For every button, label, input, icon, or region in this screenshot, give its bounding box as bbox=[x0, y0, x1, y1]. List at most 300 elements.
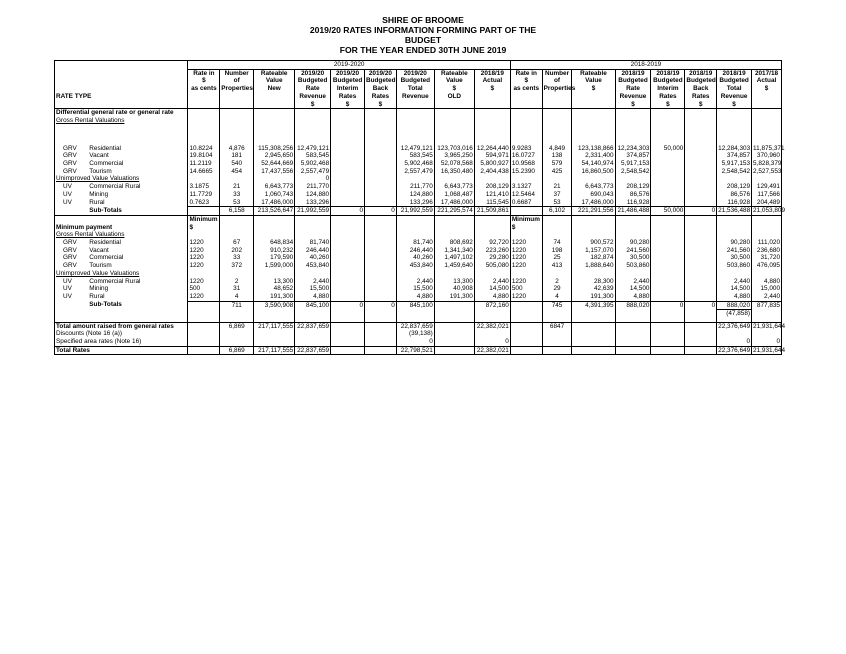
total-cell: 0 bbox=[752, 338, 782, 346]
header-blank bbox=[55, 101, 188, 109]
blank-cell bbox=[396, 310, 434, 318]
subtotal-cell: 21,992,559 bbox=[396, 207, 434, 216]
value-cell: 19.8104 bbox=[188, 152, 220, 160]
total-cell bbox=[188, 330, 220, 338]
value-cell: 1,497,102 bbox=[434, 254, 474, 262]
subtotal-cell: 213,526,647 bbox=[254, 207, 295, 216]
value-cell: 3.1327 bbox=[510, 183, 542, 191]
blank-cell bbox=[542, 270, 572, 278]
column-header: Number bbox=[220, 69, 254, 77]
rate-label: Residential bbox=[89, 239, 121, 247]
value-cell bbox=[651, 293, 685, 301]
value-cell bbox=[365, 183, 397, 191]
value-cell: 1220 bbox=[188, 254, 220, 262]
total-cell bbox=[331, 322, 365, 330]
value-cell: 476,095 bbox=[752, 262, 782, 270]
column-header: Rateable bbox=[254, 69, 295, 77]
total-general-row bbox=[55, 322, 782, 330]
total-cell bbox=[685, 346, 717, 355]
rate-code: UV bbox=[55, 293, 86, 301]
blank-cell bbox=[254, 310, 295, 318]
column-header: $ bbox=[572, 85, 615, 93]
rate-label: Tourism bbox=[89, 167, 112, 175]
total-cell: 0 bbox=[396, 338, 434, 346]
blank-cell bbox=[651, 109, 685, 117]
column-header: Total bbox=[396, 85, 434, 93]
value-cell bbox=[331, 191, 365, 199]
column-header: of bbox=[220, 77, 254, 85]
value-cell: 31,720 bbox=[752, 254, 782, 262]
value-cell bbox=[365, 145, 397, 153]
column-header: Budgeted bbox=[686, 77, 716, 85]
blank-cell bbox=[295, 231, 331, 239]
value-cell: 4,880 bbox=[295, 293, 331, 301]
value-cell: 2 bbox=[542, 278, 572, 286]
value-cell: 13,300 bbox=[434, 278, 474, 286]
blank-cell bbox=[510, 109, 542, 117]
value-cell: 54,140,974 bbox=[572, 160, 615, 168]
total-cell bbox=[295, 330, 331, 338]
value-cell: 1,459,640 bbox=[434, 262, 474, 270]
value-cell: 1220 bbox=[188, 247, 220, 255]
value-cell: 16,860,500 bbox=[572, 168, 615, 176]
column-header: Interim bbox=[331, 85, 365, 93]
blank-cell bbox=[572, 175, 615, 183]
subtotal-cell bbox=[188, 301, 220, 310]
value-cell: 2,557,479 bbox=[396, 168, 434, 176]
value-cell: 115,308,256 bbox=[254, 145, 295, 153]
blank-cell bbox=[510, 310, 542, 318]
total-cell bbox=[717, 330, 752, 338]
rate-code: GRV bbox=[55, 168, 86, 176]
rate-label: Commercial Rural bbox=[89, 183, 141, 191]
value-cell: 4,880 bbox=[717, 293, 752, 301]
minimum-heading-text: Minimum payment bbox=[55, 215, 188, 231]
column-header: Rates bbox=[651, 93, 685, 101]
total-cell bbox=[572, 346, 615, 355]
total-cell bbox=[651, 338, 685, 346]
value-cell: 12,264,440 bbox=[474, 145, 510, 153]
blank-cell bbox=[572, 125, 615, 145]
value-cell: 2,527,553 bbox=[753, 167, 782, 175]
value-cell: 116,928 bbox=[615, 199, 651, 207]
blank-cell bbox=[396, 125, 434, 145]
section-general-heading-text: Differential general rate or general rate bbox=[55, 109, 188, 117]
value-cell bbox=[365, 160, 397, 168]
column-header: $ bbox=[365, 101, 397, 109]
minimum-uv-row bbox=[55, 293, 782, 301]
blank-cell bbox=[254, 231, 295, 239]
column-header: 2018/19 bbox=[717, 69, 752, 77]
minimum-label-text: Minimum bbox=[189, 215, 218, 223]
blank-cell bbox=[188, 231, 220, 239]
blank-cell bbox=[254, 117, 295, 125]
value-cell: 15,500 bbox=[295, 285, 331, 293]
column-header: Rates bbox=[365, 93, 397, 101]
blank-cell bbox=[331, 125, 365, 145]
subtotal-cell: 845,100 bbox=[396, 301, 434, 310]
total-cell: 217,117,555 bbox=[254, 346, 295, 355]
subtotal-label: Sub-Totals bbox=[89, 301, 122, 309]
column-header: Back bbox=[365, 85, 397, 93]
total-cell bbox=[572, 338, 615, 346]
column-header bbox=[542, 101, 572, 109]
value-cell: 5,800,927 bbox=[474, 160, 510, 168]
uv-heading-text: Unimproved Value Valuations bbox=[55, 175, 188, 183]
rate-label: Tourism bbox=[89, 262, 112, 270]
blank-cell bbox=[188, 109, 220, 117]
column-header: 2019/20 bbox=[396, 69, 434, 77]
blank-cell bbox=[542, 231, 572, 239]
value-cell: 2,548,542 bbox=[717, 168, 752, 176]
total-cell: 22,376,649 bbox=[718, 322, 751, 330]
value-cell: 117,566 bbox=[752, 191, 782, 199]
value-cell: 5,917,153 bbox=[717, 160, 752, 168]
blank-cell bbox=[434, 215, 474, 231]
rate-label: Commercial bbox=[89, 254, 124, 262]
value-cell: 133,296 bbox=[396, 199, 434, 207]
value-cell: 0 bbox=[295, 175, 331, 183]
value-cell: 2,440 bbox=[752, 293, 782, 301]
minimum-uv-row bbox=[55, 278, 782, 286]
value-cell: 53 bbox=[542, 199, 572, 207]
blank-cell bbox=[474, 270, 510, 278]
value-cell: 191,300 bbox=[572, 293, 615, 301]
column-header: $ bbox=[615, 101, 651, 109]
value-cell: 10.9568 bbox=[510, 160, 542, 168]
column-header: Back bbox=[685, 85, 717, 93]
value-cell: 583,545 bbox=[295, 152, 331, 160]
total-cell bbox=[510, 346, 542, 355]
value-cell: 5,902,468 bbox=[295, 160, 331, 168]
value-cell: 208,129 bbox=[615, 183, 651, 191]
column-header bbox=[254, 101, 295, 109]
blank-cell bbox=[434, 125, 474, 145]
blank-cell bbox=[474, 109, 510, 117]
value-cell bbox=[331, 293, 365, 301]
column-header bbox=[752, 93, 782, 101]
value-cell: 202 bbox=[220, 247, 254, 255]
total-cell bbox=[510, 338, 542, 346]
value-cell: 6,643,773 bbox=[572, 183, 615, 191]
blank-cell bbox=[510, 175, 542, 183]
blank-cell bbox=[331, 231, 365, 239]
value-cell: 2,548,542 bbox=[615, 168, 651, 176]
general-grv-row bbox=[55, 160, 782, 168]
value-cell: 1220 bbox=[510, 247, 542, 255]
value-cell: 4,849 bbox=[542, 145, 572, 153]
blank-cell bbox=[542, 117, 572, 125]
column-header bbox=[474, 101, 510, 109]
blank-cell bbox=[542, 215, 572, 231]
value-cell: 211,770 bbox=[295, 183, 331, 191]
value-cell: 53 bbox=[220, 199, 254, 207]
column-header bbox=[572, 93, 615, 101]
total-cell bbox=[188, 346, 220, 355]
column-header bbox=[396, 101, 434, 109]
header-blank bbox=[55, 85, 188, 93]
blank-cell bbox=[572, 215, 615, 231]
value-cell: 4 bbox=[220, 293, 254, 301]
value-cell bbox=[685, 278, 717, 286]
blank-cell bbox=[572, 117, 615, 125]
blank-cell bbox=[254, 215, 295, 231]
value-cell: 1220 bbox=[510, 254, 542, 262]
value-cell bbox=[651, 191, 685, 199]
subtotal-cell: 0 bbox=[685, 207, 717, 216]
value-cell: 453,840 bbox=[396, 262, 434, 270]
total-cell bbox=[572, 330, 615, 338]
blank-cell bbox=[295, 270, 331, 278]
value-cell: 123,138,866 bbox=[572, 145, 615, 153]
blank-cell bbox=[752, 109, 782, 117]
value-cell: 900,572 bbox=[572, 239, 615, 247]
total-cell bbox=[474, 330, 510, 338]
value-cell bbox=[365, 152, 397, 160]
blank-cell bbox=[615, 109, 651, 117]
blank-cell bbox=[752, 270, 782, 278]
minimum-grv-row bbox=[55, 239, 782, 247]
value-cell: 6,643,773 bbox=[254, 183, 295, 191]
value-cell: 40,908 bbox=[434, 285, 474, 293]
value-cell bbox=[685, 191, 717, 199]
blank-cell bbox=[220, 270, 254, 278]
total-cell bbox=[685, 338, 717, 346]
total-cell bbox=[188, 322, 220, 330]
value-cell bbox=[685, 160, 717, 168]
total-label: Discounts (Note 16 (a)) bbox=[55, 330, 188, 338]
blank-cell bbox=[396, 231, 434, 239]
column-header: Revenue bbox=[295, 93, 331, 101]
value-cell: 4,880 bbox=[396, 293, 434, 301]
value-cell: 1220 bbox=[188, 278, 220, 286]
total-cell: 22,376,649 bbox=[718, 346, 751, 354]
column-header: Budgeted bbox=[366, 77, 396, 85]
blank-cell bbox=[434, 109, 474, 117]
blank-cell bbox=[331, 215, 365, 231]
value-cell: 246,440 bbox=[396, 247, 434, 255]
value-cell bbox=[685, 199, 717, 207]
value-cell: 11.7729 bbox=[188, 191, 220, 199]
value-cell bbox=[365, 247, 397, 255]
column-header: Budgeted bbox=[396, 77, 434, 85]
column-header: 2019/20 bbox=[331, 69, 365, 77]
blank-cell bbox=[295, 215, 331, 231]
total-cell bbox=[365, 330, 397, 338]
value-cell bbox=[331, 168, 365, 176]
minimum-dollar: $ bbox=[511, 223, 516, 231]
value-cell: 1220 bbox=[188, 239, 220, 247]
total-cell bbox=[365, 338, 397, 346]
subtotal-cell: 50,000 bbox=[651, 207, 685, 216]
subtotal-label: Sub-Totals bbox=[85, 207, 188, 216]
total-cell bbox=[542, 338, 572, 346]
total-cell: 21,931,644 bbox=[753, 322, 786, 330]
value-cell: 374,857 bbox=[717, 152, 752, 160]
blank-cell bbox=[295, 109, 331, 117]
total-cell bbox=[651, 330, 685, 338]
value-cell: 37 bbox=[542, 191, 572, 199]
section-general-heading bbox=[55, 109, 782, 117]
value-cell: 74 bbox=[542, 239, 572, 247]
value-cell: 116,928 bbox=[717, 199, 752, 207]
total-cell: 6,869 bbox=[220, 322, 254, 330]
section-minimum-gross-heading bbox=[55, 231, 782, 239]
blank-cell bbox=[220, 310, 254, 318]
value-cell: 133,296 bbox=[295, 199, 331, 207]
value-cell: 2,557,479 bbox=[295, 168, 331, 176]
blank-cell bbox=[717, 117, 752, 125]
value-cell: 211,770 bbox=[396, 183, 434, 191]
blank-cell bbox=[651, 310, 685, 318]
blank-cell bbox=[717, 231, 752, 239]
blank-cell bbox=[717, 175, 752, 183]
value-cell: 910,232 bbox=[254, 247, 295, 255]
minimum-dollar: $ bbox=[189, 223, 194, 231]
section-minimum-gross-heading-text: Gross Rental Valuations bbox=[55, 231, 188, 239]
value-cell: 191,300 bbox=[434, 293, 474, 301]
value-cell: 579 bbox=[542, 160, 572, 168]
blank-cell bbox=[55, 301, 86, 310]
value-cell: 81,740 bbox=[396, 239, 434, 247]
blank-cell bbox=[510, 117, 542, 125]
subtotal-cell: 0 bbox=[331, 207, 365, 216]
blank-cell bbox=[295, 310, 331, 318]
blank-cell bbox=[752, 310, 782, 318]
blank-cell bbox=[474, 175, 510, 183]
blank-cell bbox=[685, 215, 717, 231]
value-cell bbox=[331, 183, 365, 191]
total-cell bbox=[220, 338, 254, 346]
column-header-row bbox=[55, 77, 782, 85]
value-cell: 2,404,438 bbox=[474, 168, 510, 176]
subtotal-cell: 21,486,488 bbox=[615, 207, 651, 216]
value-cell: 425 bbox=[542, 168, 572, 176]
column-header: Actual bbox=[474, 77, 510, 85]
blank-cell bbox=[542, 175, 572, 183]
total-cell bbox=[651, 346, 685, 355]
total-cell bbox=[254, 338, 295, 346]
rate-code: GRV bbox=[55, 262, 86, 270]
value-cell: 115,545 bbox=[474, 199, 510, 207]
value-cell bbox=[685, 145, 717, 153]
blank-cell bbox=[396, 270, 434, 278]
blank-cell bbox=[220, 231, 254, 239]
value-cell: 2 bbox=[220, 278, 254, 286]
total-cell bbox=[434, 330, 474, 338]
blank-cell bbox=[434, 117, 474, 125]
value-cell: 4,880 bbox=[752, 278, 782, 286]
column-header: 2019/20 bbox=[365, 69, 397, 77]
total-cell: 22,837,659 bbox=[396, 322, 434, 330]
value-cell: 0.7623 bbox=[188, 199, 220, 207]
blank-cell bbox=[188, 117, 220, 125]
rate-code: UV bbox=[55, 278, 86, 286]
column-header: OLD bbox=[434, 93, 474, 101]
blank-cell bbox=[365, 125, 397, 145]
blank-cell bbox=[434, 175, 474, 183]
column-header bbox=[752, 101, 782, 109]
value-cell: 181 bbox=[220, 152, 254, 160]
value-cell bbox=[651, 262, 685, 270]
value-cell: 5,902,468 bbox=[396, 160, 434, 168]
rate-label: Commercial Rural bbox=[89, 277, 141, 285]
column-header: $ bbox=[295, 101, 331, 109]
value-cell: 14,500 bbox=[717, 285, 752, 293]
value-cell: 2,945,650 bbox=[254, 152, 295, 160]
blank-cell bbox=[331, 310, 365, 318]
value-cell bbox=[685, 152, 717, 160]
value-cell: 4,876 bbox=[220, 145, 254, 153]
rate-code: UV bbox=[55, 199, 86, 207]
total-cell: 22,382,021 bbox=[474, 322, 510, 330]
value-cell: 1,060,743 bbox=[254, 191, 295, 199]
value-cell: 2,331,400 bbox=[572, 152, 615, 160]
report-title-line2: 2019/20 RATES INFORMATION FORMING PART OF THE bbox=[309, 25, 537, 35]
rate-label: Rural bbox=[89, 292, 105, 300]
total-cell bbox=[365, 346, 397, 355]
rate-label: Vacant bbox=[89, 152, 109, 160]
blank-cell bbox=[55, 125, 188, 145]
subtotal-cell: 0 bbox=[365, 301, 397, 310]
value-cell: 453,840 bbox=[295, 262, 331, 270]
blank-cell bbox=[615, 175, 651, 183]
blank-cell bbox=[365, 270, 397, 278]
column-header: $ bbox=[331, 101, 365, 109]
value-cell: 124,880 bbox=[396, 191, 434, 199]
report-title-line1: SHIRE OF BROOME bbox=[382, 15, 464, 25]
value-cell: 2,440 bbox=[295, 278, 331, 286]
value-cell: 1,599,000 bbox=[254, 262, 295, 270]
minimum-grv-row bbox=[55, 247, 782, 255]
blank-cell bbox=[365, 117, 397, 125]
column-header: $ bbox=[651, 101, 685, 109]
period-header-row bbox=[55, 61, 782, 70]
subtotal-cell: 0 bbox=[365, 207, 397, 216]
value-cell bbox=[331, 278, 365, 286]
column-header: New bbox=[254, 85, 295, 93]
value-cell bbox=[331, 199, 365, 207]
value-cell bbox=[331, 152, 365, 160]
blank-cell bbox=[55, 207, 86, 216]
blank-cell bbox=[651, 175, 685, 183]
rate-label: Residential bbox=[89, 144, 121, 152]
blank-cell bbox=[396, 215, 434, 231]
blank-cell bbox=[752, 215, 782, 231]
value-cell: 1220 bbox=[510, 239, 542, 247]
blank-cell bbox=[542, 109, 572, 117]
header-blank bbox=[55, 77, 188, 85]
column-header: $ bbox=[685, 101, 717, 109]
total-cell bbox=[331, 338, 365, 346]
value-cell: 31 bbox=[220, 285, 254, 293]
value-cell: 583,545 bbox=[396, 152, 434, 160]
column-header bbox=[434, 101, 474, 109]
blank-cell bbox=[752, 125, 782, 145]
blank-cell bbox=[365, 215, 397, 231]
value-cell: 3.1875 bbox=[188, 183, 220, 191]
blank-cell bbox=[396, 117, 434, 125]
blank-cell bbox=[685, 310, 717, 318]
value-cell: 14,500 bbox=[474, 285, 510, 293]
value-cell: 241,560 bbox=[615, 247, 651, 255]
blank-cell bbox=[510, 231, 542, 239]
value-cell: 25 bbox=[542, 254, 572, 262]
subtotal-cell: 21,509,861 bbox=[474, 207, 510, 216]
value-cell: 648,834 bbox=[254, 239, 295, 247]
blank-cell bbox=[188, 175, 220, 183]
column-header: $ bbox=[510, 77, 542, 85]
